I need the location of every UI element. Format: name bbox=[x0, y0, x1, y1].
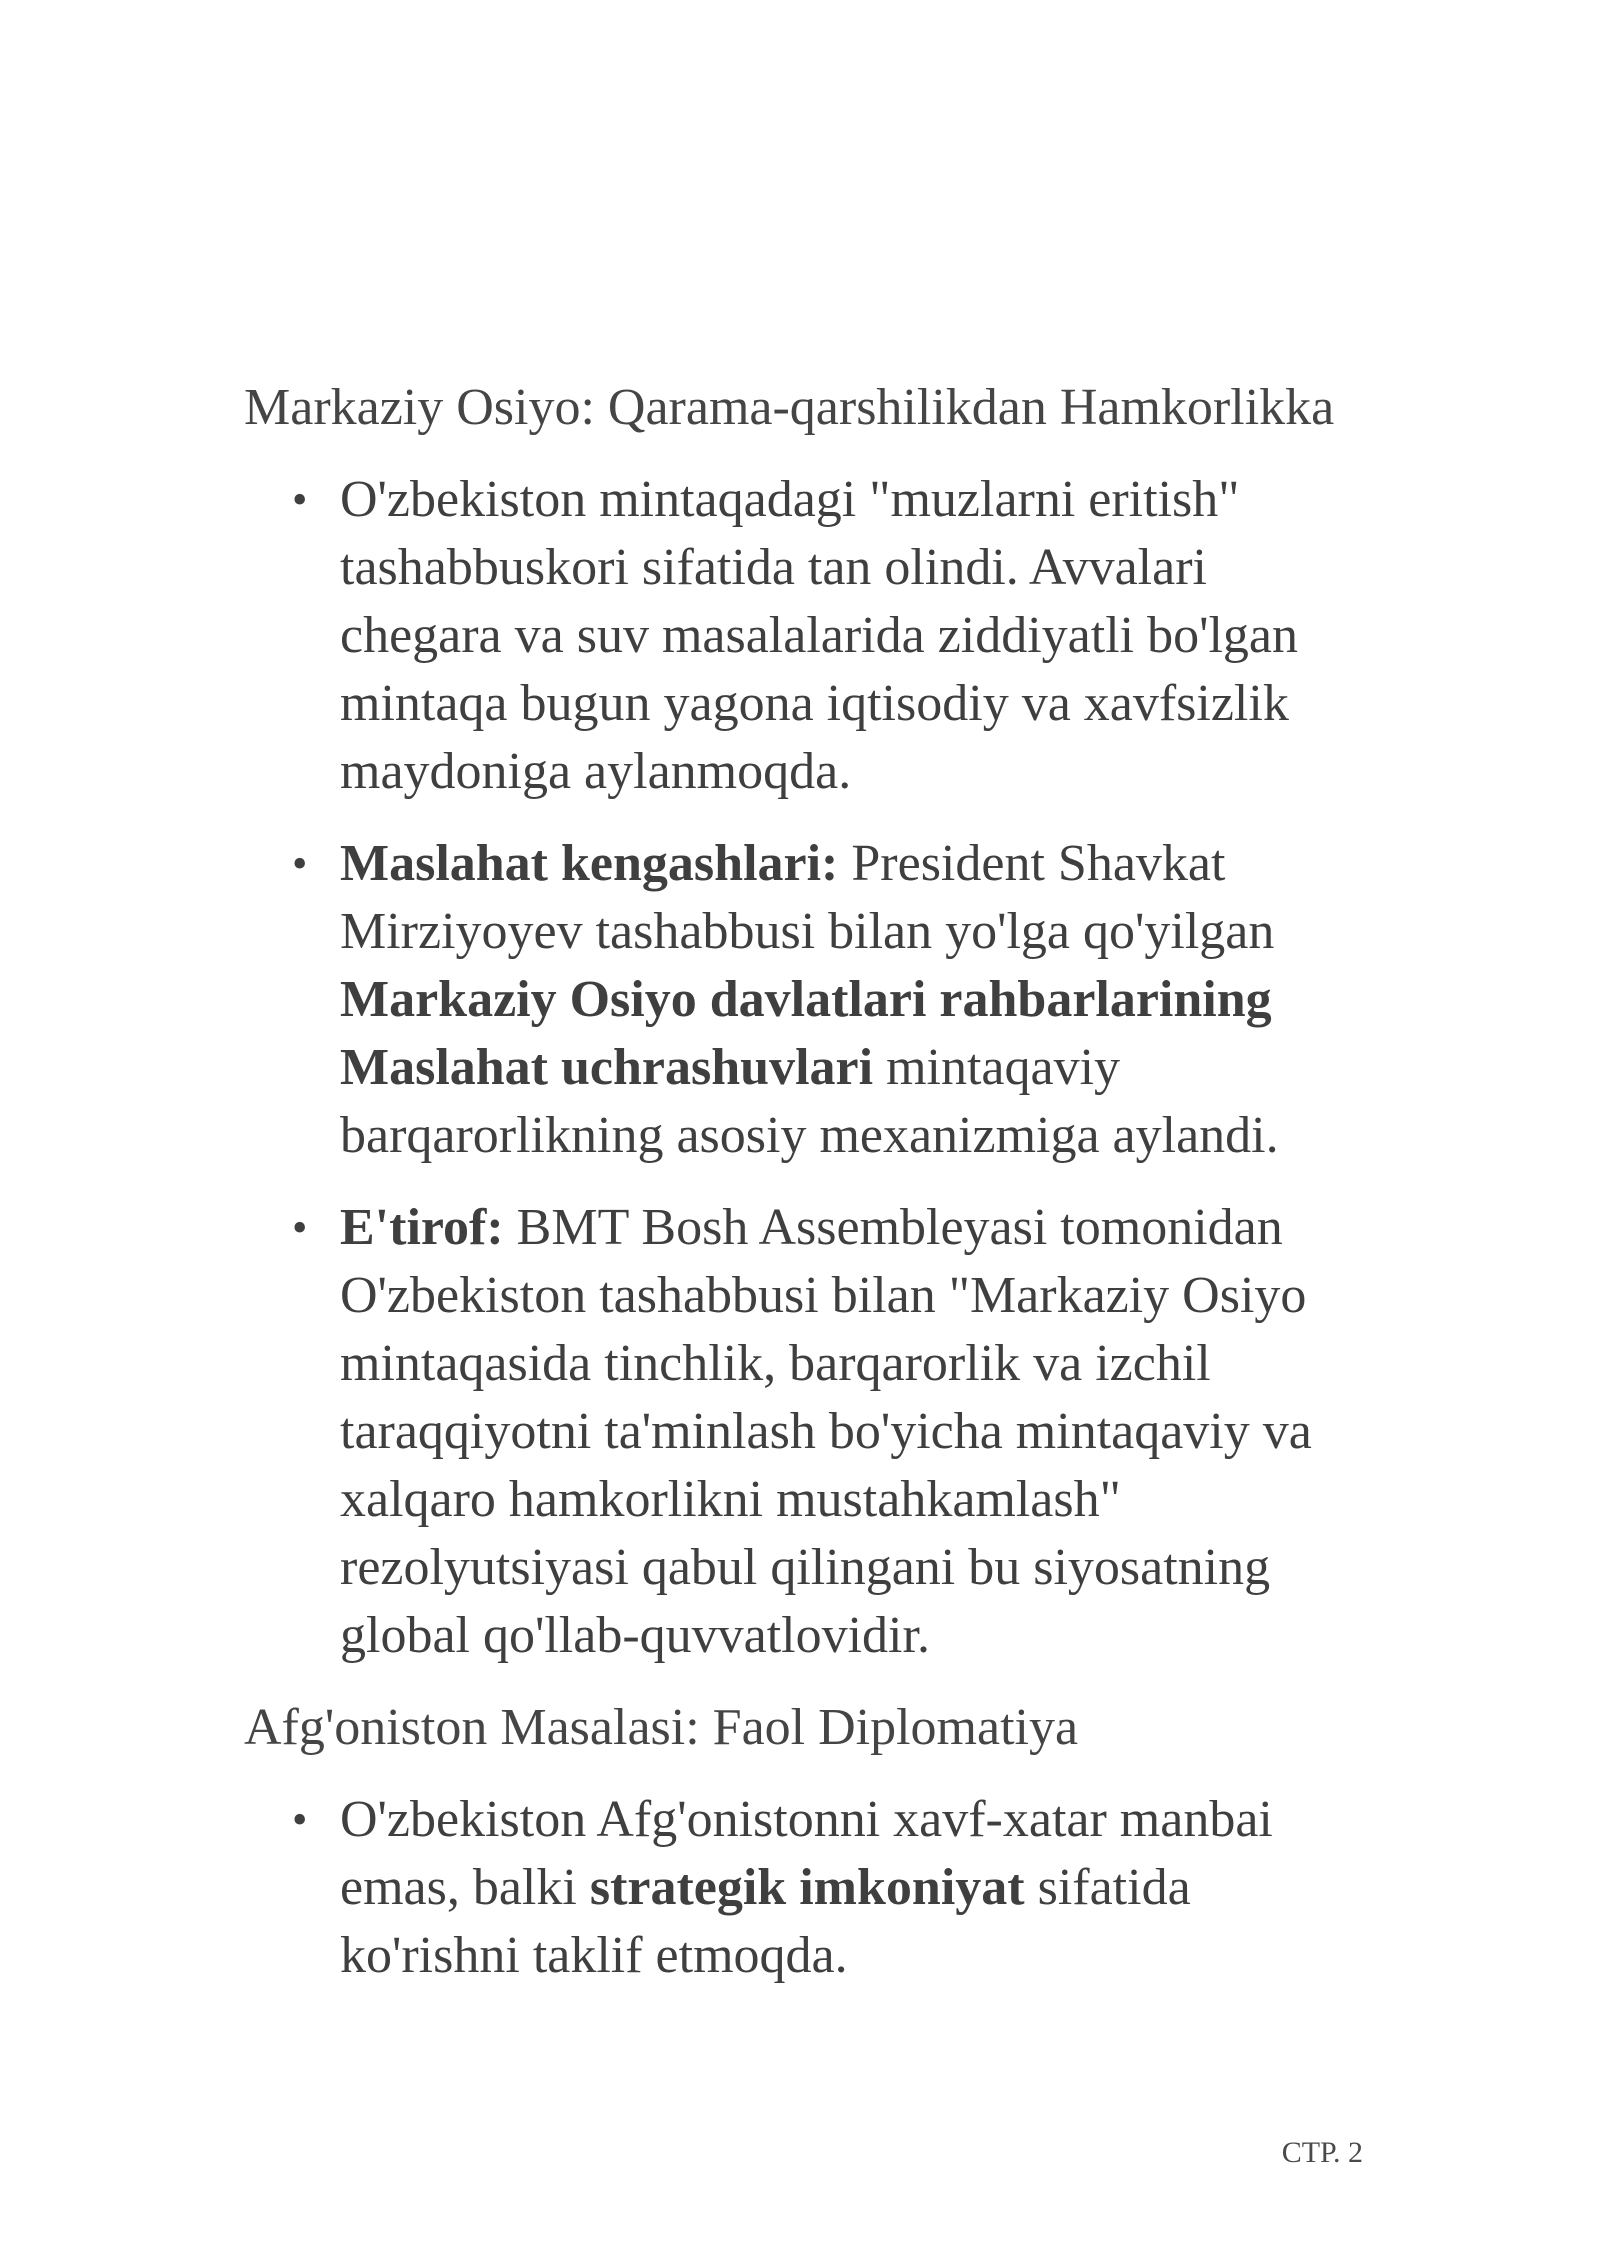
section-heading-afghanistan: Afg'oniston Masalasi: Faol Diplomatiya bbox=[244, 1699, 1079, 1756]
bullet-lead-label: E'tirof: bbox=[340, 1199, 504, 1256]
bullet-text: mintaqaviy barqarorlikning asosiy mexanizmiga aylandi. bbox=[340, 1039, 1279, 1164]
document-page bbox=[244, 374, 1364, 2014]
bullet-icon: • bbox=[292, 1203, 308, 1252]
list-item bbox=[244, 1786, 1364, 1990]
bullet-icon: • bbox=[292, 1795, 308, 1844]
bullet-text: O'zbekiston Afg'onistonni xavf-xatar manbai emas, balki bbox=[340, 1791, 1273, 1916]
bullet-text: sifatida ko'rishni taklif etmoqda. bbox=[340, 1859, 1191, 1984]
bullet-icon: • bbox=[292, 475, 308, 524]
page-number: СТР. 2 bbox=[1281, 2136, 1363, 2169]
bullet-text: BMT Bosh Assembleyasi tomonidan O'zbekiston tashabbusi bilan "Markaziy Osiyo mintaqasida tinchlik, barqarorlik va izchil taraqqiyotni ta'minlash bo'yicha mintaqaviy va xalqaro hamkorlikni mustahkamlash" rezolyutsiyasi qabul qilingani bu siyosatning global qo'llab-quvvatlovidir. bbox=[340, 1199, 1312, 1664]
section-heading-central-asia: Markaziy Osiyo: Qarama-qarshilikdan Hamkorlikka bbox=[244, 379, 1335, 436]
bullet-text: O'zbekiston mintaqadagi "muzlarni eritish" tashabbuskori sifatida tan olindi. Avvalari chegara va suv masalalarida ziddiyatli bo'lgan mintaqa bugun yagona iqtisodiy va xavfsizlik maydoniga aylanmoqda. bbox=[340, 471, 1298, 800]
bullet-icon: • bbox=[292, 839, 308, 888]
bullet-list-afghanistan bbox=[244, 1786, 1364, 1990]
bullet-list-central-asia bbox=[244, 466, 1364, 1670]
list-item bbox=[244, 466, 1364, 806]
bullet-emphasis: strategik imkoniyat bbox=[589, 1859, 1025, 1916]
list-item bbox=[244, 830, 1364, 1170]
bullet-emphasis: Markaziy Osiyo davlatlari rahbarlarining Maslahat uchrashuvlari bbox=[340, 971, 1272, 1096]
list-item bbox=[244, 1194, 1364, 1670]
bullet-lead-label: Maslahat kengashlari: bbox=[340, 835, 839, 892]
bullet-text: President Shavkat Mirziyoyev tashabbusi bilan yo'lga qo'yilgan bbox=[340, 835, 1275, 960]
